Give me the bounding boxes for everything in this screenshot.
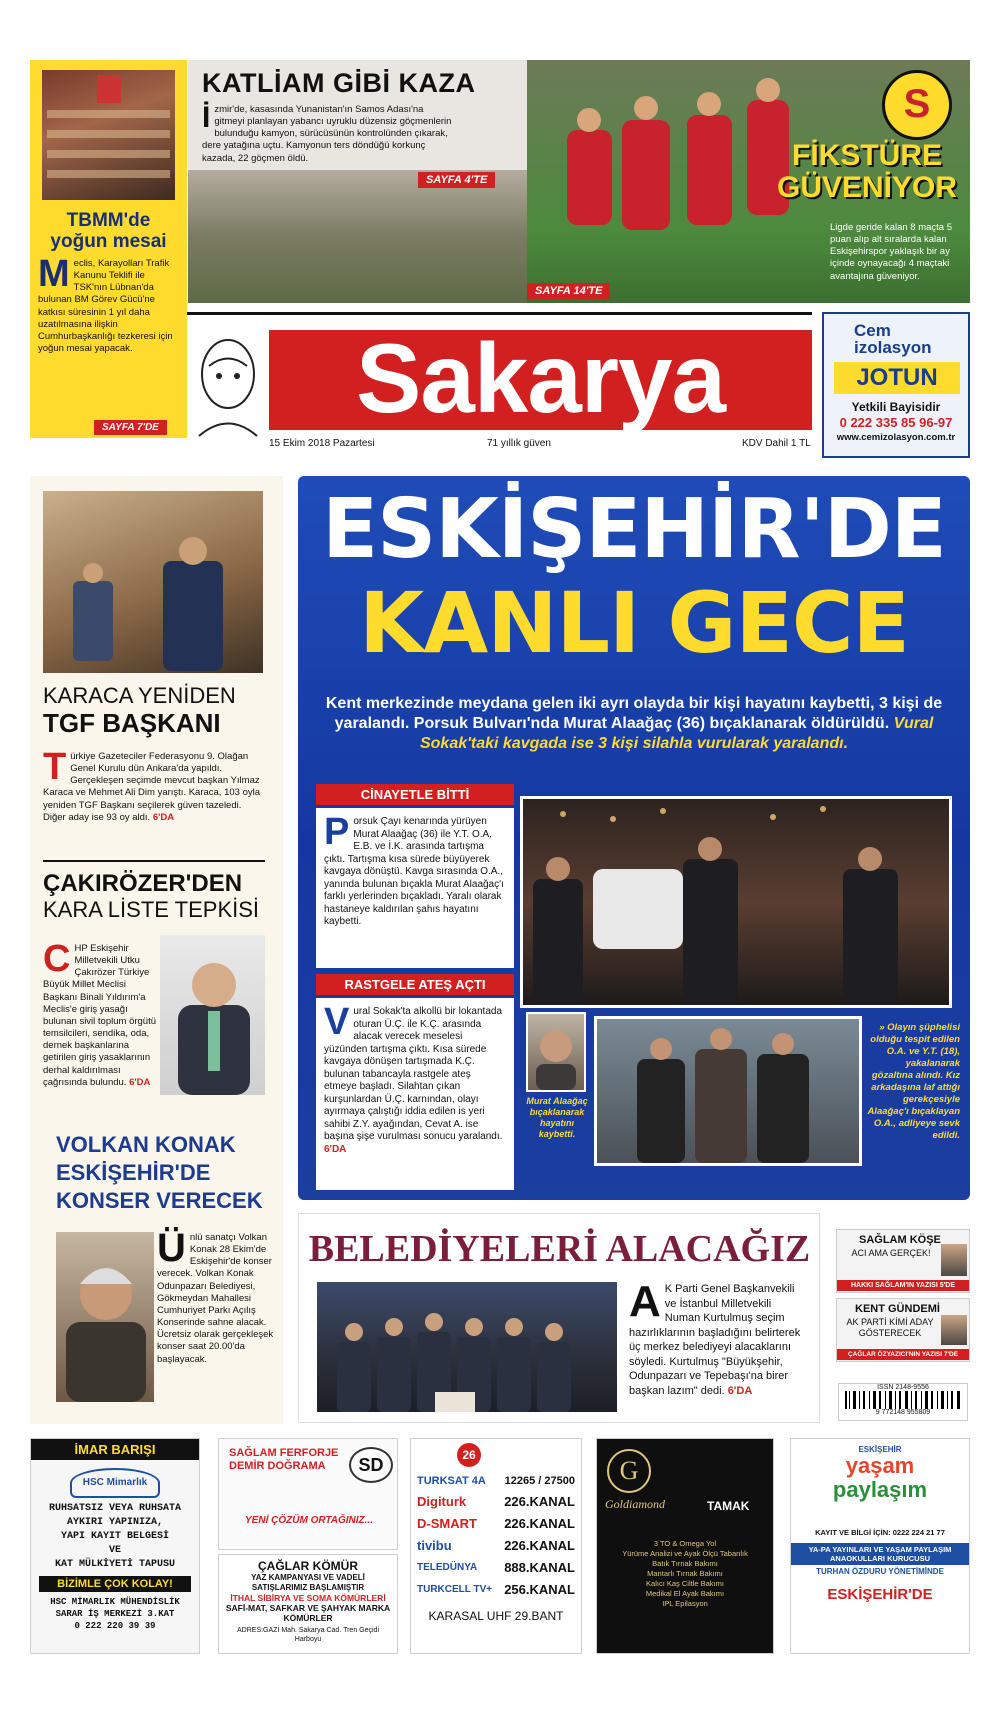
konak-text (157, 1226, 275, 1366)
komur-title: ÇAĞLAR KÖMÜR (258, 1559, 358, 1573)
police-scene-photo (520, 796, 952, 1008)
tbmm-text (38, 253, 180, 355)
ferforje-title: SAĞLAM FERFORJE DEMİR DOĞRAMA (229, 1447, 339, 1472)
goldiamond-lines (605, 1539, 765, 1609)
fikstur-story (527, 60, 970, 303)
main-lead (318, 694, 950, 754)
karaca-page-link[interactable]: 6'DA (152, 811, 175, 823)
goldiamond-line-6: IPL Epilasyon (662, 1599, 708, 1608)
masthead-slogan: 71 yıllık güven (487, 438, 551, 449)
goldiamond-brand: TAMAK (707, 1499, 750, 1513)
yasam-logo (791, 1454, 969, 1502)
komur-l1: YAZ KAMPANYASI VE VADELİ SATIŞLARIMIZ BAŞLAMIŞTIR (251, 1573, 365, 1592)
jotun-logo: JOTUN (834, 362, 960, 394)
tbmm-body: eclis, Karayolları Trafik Kanunu Teklifi ile TSK'nın Lübnan'da bulunan BM Görev Gücü'ne katkısı süresinin 1 yıl daha uzatılmasına ilişkin Cumhurbaşkanlığı tezkeresi için yoğun mesai yapacak. (38, 258, 173, 355)
cem-brand1: Cem (854, 321, 891, 340)
main-title2: KANLI GECE (359, 574, 909, 672)
tv-name-1: Digiturk (417, 1494, 467, 1509)
story2-dropcap: V (324, 1001, 350, 1043)
arrest-photo (594, 1016, 862, 1166)
tv-val-0: 12265 / 27500 (504, 1475, 575, 1487)
cakirozer-portrait (160, 935, 265, 1095)
karaca-text (43, 746, 265, 824)
tv-uhf: KARASAL UHF 29.BANT (428, 1609, 564, 1623)
issn-code: 9 772148 955809 (875, 1409, 931, 1416)
column-saglam-text: ACI AMA GERÇEK! (851, 1248, 931, 1258)
goldiamond-line-4: Kalıcı Kaş Ciltle Bakımı (646, 1579, 724, 1588)
tv-name-0: TURKSAT 4A (417, 1475, 486, 1487)
karaca-people (43, 491, 263, 673)
issn-box (838, 1383, 968, 1421)
katliam-dropcap: İ (202, 101, 211, 134)
fikstur-line1: FİKSTÜRE (792, 139, 942, 172)
imar-logo: HSC Mimarlık (70, 1468, 160, 1498)
main-story (298, 476, 970, 1200)
tbmm-page-link[interactable]: SAYFA 7'DE (94, 420, 167, 435)
konak-dropcap: Ü (157, 1226, 186, 1270)
fikstur-page-link[interactable]: SAYFA 14'TE (527, 283, 610, 299)
yasam-kayit: KAYIT VE BİLGİ İÇİN: 0222 224 21 77 (815, 1528, 945, 1537)
ferforje-logo: SD (349, 1447, 393, 1483)
masthead-price: KDV Dahil 1 TL (742, 438, 811, 449)
konak-title2: ESKİŞEHİR'DE (56, 1160, 211, 1185)
tbmm-dropcap: M (38, 253, 70, 295)
victim-caption: Murat Alaağaç bıçaklanarak hayatını kaybetti. (526, 1096, 588, 1139)
story1-dropcap: P (324, 811, 350, 853)
tv-name-5: TURKCELL TV+ (417, 1584, 493, 1595)
imar-line2: AYKIRI YAPINIZA, (66, 1517, 163, 1528)
belediye-story (298, 1213, 820, 1423)
barcode (839, 1391, 967, 1409)
cakirozer-rule (43, 860, 265, 862)
belediye-photo (317, 1282, 617, 1412)
yasam-l1: YA-PA YAYINLARI VE YAŞAM PAYLAŞIM ANAOKULLARI KURUCUSU (791, 1543, 969, 1565)
imar-ad[interactable] (30, 1438, 200, 1654)
issn-label: ISSN 2148-9556 (877, 1384, 929, 1391)
cem-brand (854, 322, 931, 356)
yasam-name2: paylaşım (832, 1477, 928, 1502)
cakirozer-page-link[interactable]: 6'DA (129, 1076, 151, 1088)
victim-portrait (528, 1014, 584, 1090)
fikstur-line2: GÜVENİYOR (776, 171, 958, 204)
masthead-rule-top (187, 312, 812, 315)
konak-title3: KONSER VERECEK (56, 1188, 263, 1213)
story1-body: orsuk Çayı kenarında yürüyen Murat Alaağaç (36) ile Y.T. O.A, E.B. ve İ.K. arasında tartışma çıktı. Tartışma kısa sürede büyüyerek kavgaya dönüştü. Kavga sırasında O.A., yanında bulunan bıçakla Murat Alaağaç'ı farklı yerlerinden bıçakladı. Yaralı olarak hastaneye kaldırılan şahıs hayatını kaybetti. (324, 816, 504, 927)
tbmm-box (30, 60, 187, 438)
tv-row-2 (417, 1513, 575, 1535)
imar-company: HSC MİMARLIK MÜHENDİSLİK (50, 1597, 180, 1607)
tv-val-4: 888.KANAL (504, 1560, 575, 1575)
tv-name-3: tivibu (417, 1538, 452, 1553)
imar-line5: KAT MÜLKİYETİ TAPUSU (54, 1559, 176, 1570)
cem-brand2: izolasyon (854, 338, 932, 357)
ferforje-ad[interactable] (218, 1438, 398, 1550)
tv-val-3: 226.KANAL (504, 1538, 575, 1553)
tv-row-4 (417, 1557, 575, 1579)
goldiamond-line-3: Mantarlı Tırnak Bakımı (647, 1569, 723, 1578)
ataturk-portrait (189, 326, 267, 446)
belediye-page-link[interactable]: 6'DA (727, 1384, 753, 1397)
cem-izolasyon-ad[interactable] (822, 312, 970, 458)
konak-portrait (56, 1232, 154, 1402)
story2-box (316, 998, 514, 1190)
eskisehirspor-logo: S (882, 70, 952, 140)
arrest-illustration (597, 1019, 859, 1163)
yasam-name1: yaşam (845, 1453, 915, 1478)
column-kent-name: KENT GÜNDEMİ (855, 1303, 940, 1315)
karaca-photo (43, 491, 263, 673)
tv-channel-badge: 26 (457, 1443, 481, 1467)
cem-web: www.cemizolasyon.com.tr (836, 432, 956, 443)
yasam-city: ESKİŞEHİR'DE (827, 1586, 933, 1603)
tv-row-1 (417, 1491, 575, 1513)
column-saglam-photo (941, 1244, 967, 1276)
sub2-label: RASTGELE ATEŞ AÇTI (316, 974, 514, 995)
ferforje-slogan: YENİ ÇÖZÜM ORTAĞINIZ... (245, 1515, 373, 1526)
tv-val-5: 256.KANAL (504, 1582, 575, 1597)
karaca-body: ürkiye Gazeteciler Federasyonu 9. Olağan Genel Kurulu dün Ankara'da yapıldı. Gerçekleşen seçimde mevcut başkan Yılmaz Karaca ve Mehmet Ali Dim yarıştı. Karaca, 103 oyla yeniden TGF Başkanı seçilerek güven tazeledi. Diğer aday ise 93 oy aldı. (43, 751, 261, 823)
goldiamond-line-0: 3 TO & Omega Yol (653, 1539, 717, 1548)
tv-channels-ad[interactable] (410, 1438, 582, 1654)
column-saglam-name: SAĞLAM KÖŞE (859, 1234, 941, 1246)
story1-box (316, 808, 514, 968)
komur-l2: İTHAL SİBİRYA VE SOMA KÖMÜRLERİ (230, 1593, 386, 1603)
imar-line4: VE (108, 1545, 121, 1556)
tv-val-1: 226.KANAL (504, 1494, 575, 1509)
yasam-l2: TURHAN ÖZDURU YÖNETİMİNDE (816, 1567, 944, 1576)
katliam-page-link[interactable]: SAYFA 4'TE (418, 172, 495, 188)
main-lead-white: Kent merkezinde meydana gelen iki ayrı olayda bir kişi hayatını kaybetti, 3 kişi de yaralandı. Porsuk Bulvarı'nda Murat Alaağaç (36) bıçaklanarak öldürüldü. (325, 695, 943, 732)
karaca-title2: TGF BAŞKANI (43, 708, 221, 738)
katliam-story (188, 60, 533, 303)
main-title1: ESKİŞEHİR'DE (322, 482, 946, 577)
katliam-body: zmir'de, kasasında Yunanistan'ın Samos Adası'na gitmeyi planlayan yabancı uyruklu düzensiz göçmenlerin bulunduğu kamyon, sürücüsünün kontrolünden çıkarak, dere yatağına uçtu. Kamyonun ters döndüğü korkunç kazada, 22 göçmen öldü. (202, 104, 452, 164)
tbmm-photo (42, 70, 175, 200)
belediye-title: BELEDİYELERİ ALACAĞIZ (308, 1228, 811, 1270)
cakirozer-title1: ÇAKIRÖZER'DEN (43, 870, 243, 897)
goldiamond-ad[interactable] (596, 1438, 774, 1654)
masthead-date: 15 Ekim 2018 Pazartesi (269, 438, 375, 449)
column-kent-photo (941, 1315, 967, 1345)
tv-name-2: D-SMART (417, 1516, 477, 1531)
imar-phone: 0 222 220 39 39 (74, 1621, 156, 1631)
tbmm-title: TBMM'de yoğun mesai (50, 210, 167, 252)
komur-addr: ADRES:GAZİ Mah. Sakarya Cad. Tren Geçidi Harboyu (237, 1627, 379, 1643)
cakirozer-body: HP Eskişehir Milletvekili Utku Çakırözer Türkiye Büyük Millet Meclisi Başkanı Binali Yıldırım'a Meclis'e giriş yasağı bulunan sivil toplum örgütü temsilcileri, sendika, oda, dernek başkanlarına getirilen giriş yasaklarının derhal kaldırılması çağrısında bulundu. (43, 943, 157, 1088)
imar-head: İMAR BARIŞI (31, 1439, 199, 1460)
column-kent-text: AK PARTİ KİMİ ADAY GÖSTERECEK (846, 1317, 934, 1338)
konak-body: nlü sanatçı Volkan Konak 28 Ekim'de Eskişehir'de konser verecek. Volkan Konak Odunpazarı Belediyesi, Gökmeydan Mahallesi Cumhuriyet Parkı Açılış Konserinde sahne alacak. Ücretsiz olarak gerçekleşek konser saat 20.00'da başlayacak. (157, 1232, 274, 1365)
tv-row-0 (417, 1471, 575, 1491)
imar-addr: SARAR İŞ MERKEZİ 3.KAT (55, 1609, 175, 1619)
cakirozer-title2: KARA LİSTE TEPKİSİ (43, 897, 260, 922)
story2-page-link[interactable]: 6'DA (324, 1143, 347, 1155)
goldiamond-name: Goldiamond (605, 1497, 665, 1511)
yasam-top: ESKİŞEHİR (858, 1445, 902, 1454)
tv-row-5 (417, 1579, 575, 1601)
komur-ad[interactable] (218, 1554, 398, 1654)
imar-line1: RUHSATSIZ VEYA RUHSATA (48, 1503, 182, 1514)
cem-phone: 0 222 335 85 96-97 (839, 415, 953, 430)
tv-name-4: TELEDÜNYA (417, 1562, 478, 1573)
masthead-logo[interactable]: Sakarya (355, 323, 726, 433)
story2-body: ural Sokak'ta alkollü bir lokantada oturan Ü.Ç. ile K.Ç. arasında alacak verecek meselesi yüzünden tartışma çıktı. Kısa sürede kavgaya dönüşen tartışmada K.Ç. bulunan tabancayla rastgele ateş etmeye başladı. Silahtan çıkan kurşunlardan Ü.Ç. karnından, olayı ayırmaya çalıştığı iddia edilen is yeri sahibi Z.Y. ayağından, Cevat A. ise başına şişe vurulması sonucu yaralandı. (324, 1006, 503, 1142)
tv-val-2: 226.KANAL (504, 1516, 575, 1531)
masthead (187, 312, 812, 454)
parliament-illustration (42, 70, 175, 200)
imar-cta: BİZİMLE ÇOK KOLAY! (39, 1576, 191, 1592)
column-saglam[interactable] (836, 1229, 970, 1293)
katliam-title: KATLİAM GİBİ KAZA (202, 68, 476, 98)
yasam-paylasim-ad[interactable] (790, 1438, 970, 1654)
column-kent-footer: ÇAĞLAR ÖZYAZICI'NIN YAZISI 7'DE (837, 1349, 969, 1360)
column-kent[interactable] (836, 1298, 970, 1362)
karaca-title1: KARACA YENİDEN (43, 683, 236, 708)
goldiamond-line-1: Yürüme Analizi ve Ayak Ölçü Tabanlık (622, 1549, 748, 1558)
karaca-dropcap: T (43, 746, 67, 788)
cem-dealer: Yetkili Bayisidir (851, 400, 941, 414)
cakirozer-photo (160, 935, 265, 1095)
cakirozer-headline (43, 870, 268, 923)
cakirozer-text (43, 938, 161, 1089)
goldiamond-logo: G (607, 1449, 651, 1493)
fikstur-body: Ligde geride kalan 8 maçta 5 puan alıp alt sıralarda kalan Eskişehirspor yaklaşık bir ay içinde oynayacağı 4 maçtaki avantajına güveniyor. (830, 222, 952, 282)
cakirozer-dropcap: C (43, 938, 71, 980)
goldiamond-line-5: Medikal El Ayak Bakımı (645, 1589, 725, 1598)
fikstur-headline (772, 140, 962, 204)
belediye-body: K Parti Genel Başkanvekili ve İstanbul Milletvekili Numan Kurtulmuş seçim hazırlıklarının başladığını belirterek üç merkez belediyeyi alacaklarını söyledi. Kurtulmuş "Büyükşehir, Odunpazarı ve Tepebaşı'na birer başkan lazım" dedi. (629, 1283, 801, 1397)
victim-photo (526, 1012, 586, 1092)
komur-l3: SAFİ-MAT, SAFKAR VE ŞAHYAK MARKA KÖMÜRLER (225, 1603, 391, 1623)
suspect-caption: » Olayın şüphelisi olduğu tespit edilen O.A. ve Y.T. (18), yakalanarak gözaltına alındı. Kız arkadaşına laf attığı gerekçesiyle Alaağaç'ı bıçaklayan O.A., adliyeye sevk edildi. (867, 1022, 960, 1141)
police-scene-illustration (523, 799, 949, 1005)
goldiamond-line-2: Batık Tırnak Bakımı (652, 1559, 718, 1568)
column-saglam-footer: HAKKI SAĞLAM'IN YAZISI 5'DE (837, 1280, 969, 1291)
tv-row-3 (417, 1535, 575, 1557)
katliam-photo (188, 170, 533, 303)
belediye-crowd (317, 1282, 617, 1412)
belediye-text (629, 1277, 809, 1398)
imar-line3: YAPI KAYIT BELGESİ (60, 1531, 170, 1542)
konak-photo (56, 1232, 154, 1402)
katliam-text (202, 101, 452, 165)
konak-headline (56, 1131, 276, 1215)
main-lead-yellow: Vural Sokak'taki kavgada ise 3 kişi silahla vurularak yaralandı. (419, 715, 934, 752)
konak-title1: VOLKAN KONAK (56, 1132, 236, 1157)
sub1-label: CİNAYETLE BİTTİ (316, 784, 514, 805)
karaca-headline (43, 684, 268, 738)
belediye-dropcap: A (629, 1277, 661, 1326)
